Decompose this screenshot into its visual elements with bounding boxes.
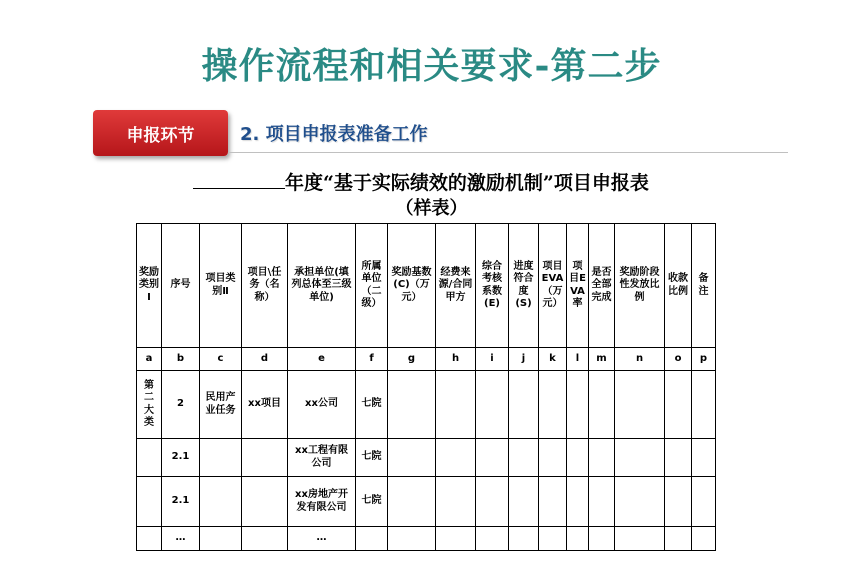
table-cell [476, 371, 509, 439]
table-cell: 七院 [356, 371, 388, 439]
table-cell [436, 527, 476, 551]
header-cell: 承担单位(填列总体至三级单位) [288, 224, 356, 348]
table-cell: xx房地产开发有限公司 [288, 477, 356, 527]
header-cell: 项目EVA率 [567, 224, 589, 348]
header-cell: 奖励阶段性发放比例 [615, 224, 665, 348]
letter-cell: d [242, 348, 288, 371]
table-cell [137, 477, 162, 527]
table-cell [615, 477, 665, 527]
form-subtitle: （样表） [395, 198, 468, 219]
table-cell: … [162, 527, 200, 551]
table-cell [539, 527, 567, 551]
table-cell [388, 527, 436, 551]
table-cell [589, 439, 615, 477]
table-cell [589, 371, 615, 439]
letter-cell: k [539, 348, 567, 371]
table-row [137, 477, 716, 527]
table-cell [436, 439, 476, 477]
table-cell [539, 371, 567, 439]
application-table [136, 223, 716, 551]
table-cell [476, 439, 509, 477]
table-row [137, 371, 716, 439]
header-cell: 收款比例 [665, 224, 692, 348]
table-cell: 第二大类 [137, 371, 162, 439]
letter-cell: e [288, 348, 356, 371]
table-cell [509, 477, 539, 527]
table-cell [615, 527, 665, 551]
table-cell [200, 527, 242, 551]
table-cell [436, 371, 476, 439]
letter-cell: l [567, 348, 589, 371]
letter-cell: o [665, 348, 692, 371]
table-cell [509, 439, 539, 477]
table-cell [137, 439, 162, 477]
table-cell [242, 439, 288, 477]
table-cell [242, 477, 288, 527]
table-row [137, 527, 716, 551]
table-cell [476, 477, 509, 527]
table-cell: 七院 [356, 439, 388, 477]
letter-cell: f [356, 348, 388, 371]
letter-cell: g [388, 348, 436, 371]
table-cell [665, 477, 692, 527]
header-cell: 项目\任务（名称） [242, 224, 288, 348]
header-cell: 奖励基数(C)（万元） [388, 224, 436, 348]
header-cell: 序号 [162, 224, 200, 348]
table-cell [509, 527, 539, 551]
table-cell [388, 439, 436, 477]
table-cell [692, 527, 716, 551]
table-cell: … [288, 527, 356, 551]
table-cell [692, 439, 716, 477]
table-cell: 民用产业任务 [200, 371, 242, 439]
table-cell [615, 439, 665, 477]
table-cell [436, 477, 476, 527]
letter-cell: h [436, 348, 476, 371]
table-cell [388, 371, 436, 439]
table-cell [137, 527, 162, 551]
table-letter-row [137, 348, 716, 371]
letter-cell: m [589, 348, 615, 371]
header-cell: 备注 [692, 224, 716, 348]
table-cell [665, 371, 692, 439]
table-cell: 七院 [356, 477, 388, 527]
header-cell: 经费来源/合同甲方 [436, 224, 476, 348]
table-cell [692, 371, 716, 439]
letter-cell: a [137, 348, 162, 371]
letter-cell: b [162, 348, 200, 371]
table-cell: xx项目 [242, 371, 288, 439]
table-cell [200, 439, 242, 477]
table-cell: xx公司 [288, 371, 356, 439]
header-cell: 所属单位（二级） [356, 224, 388, 348]
table-cell [539, 477, 567, 527]
table-cell [476, 527, 509, 551]
table-cell [567, 439, 589, 477]
table-cell [388, 477, 436, 527]
header-cell: 项目EVA（万元） [539, 224, 567, 348]
table-header-row [137, 224, 716, 348]
table-cell [539, 439, 567, 477]
letter-cell: n [615, 348, 665, 371]
table-cell [692, 477, 716, 527]
header-cell: 综合考核系数(E) [476, 224, 509, 348]
header-cell: 项目类别Ⅱ [200, 224, 242, 348]
table-cell [589, 527, 615, 551]
table-cell: 2 [162, 371, 200, 439]
table-cell: 2.1 [162, 439, 200, 477]
step-divider [228, 152, 788, 153]
table-cell [615, 371, 665, 439]
form-title [193, 168, 723, 195]
table-cell: xx工程有限公司 [288, 439, 356, 477]
table-cell [567, 527, 589, 551]
letter-cell: p [692, 348, 716, 371]
page-title: 操作流程和相关要求-第二步 [201, 45, 662, 87]
table-cell [509, 371, 539, 439]
table-cell [200, 477, 242, 527]
header-cell: 是否全部完成 [589, 224, 615, 348]
year-blank [193, 170, 285, 189]
table-cell [242, 527, 288, 551]
table-cell [665, 439, 692, 477]
table-cell [665, 527, 692, 551]
letter-cell: c [200, 348, 242, 371]
header-cell: 进度符合度(S) [509, 224, 539, 348]
step-label: 2. 项目申报表准备工作 [240, 124, 428, 145]
letter-cell: i [476, 348, 509, 371]
step-badge: 申报环节 [93, 110, 228, 156]
table-cell [356, 527, 388, 551]
table-cell [589, 477, 615, 527]
table-cell [567, 477, 589, 527]
form-title-text: 年度“基于实际绩效的激励机制”项目申报表 [285, 172, 649, 194]
table-cell: 2.1 [162, 477, 200, 527]
header-cell: 奖励类别Ⅰ [137, 224, 162, 348]
table-cell [567, 371, 589, 439]
table-row [137, 439, 716, 477]
letter-cell: j [509, 348, 539, 371]
